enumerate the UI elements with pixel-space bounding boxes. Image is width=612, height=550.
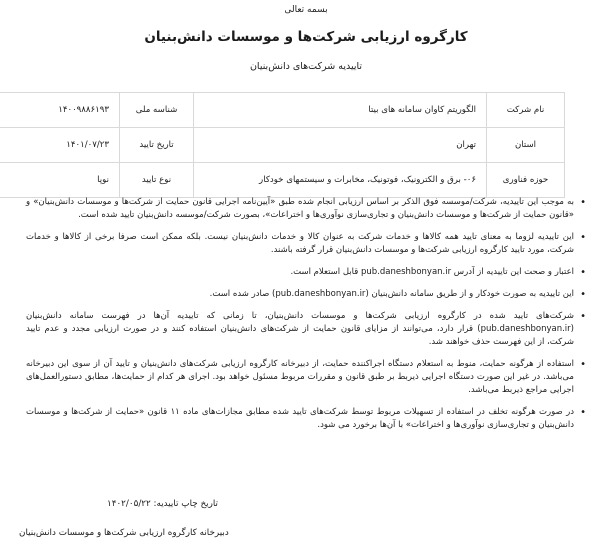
note-item: • اعتبار و صحت این تاییدیه از آدرس pub.daneshbonyan.ir قابل استعلام است.: [26, 266, 586, 279]
table-row: [0, 163, 565, 198]
approval-type-label: نوع تایید: [120, 163, 194, 198]
table-row: [0, 93, 565, 128]
secretariat-line: دبیرخانه کارگروه ارزیابی شرکت‌ها و موسسات دانش‌بنیان: [19, 528, 229, 538]
note-item: • در صورت هرگونه تخلف در استفاده از تسهیلات مربوط توسط شرکت‌های تایید شده مطابق مجازات‌های ماده ۱۱ قانون «حمایت از شرکت‌ها و موسسات دانش‌بنیان و تجاری‌سازی نوآوری‌ها و اختراعات» با آن‌ها برخورد می شود.: [26, 406, 586, 432]
national-id-label: شناسه ملی: [120, 93, 194, 128]
tech-field-label: حوزه فناوری: [487, 163, 565, 198]
note-item: • شرکت‌های تایید شده در کارگروه ارزیابی شرکت‌ها و موسسات دانش‌بنیان، تا زمانی که تاییدیه آن‌ها در فهرست سامانه دانش‌بنیان (pub.daneshbonyan.ir) قرار دارد، می‌توانند از مزایای قانون حمایت از شرکت‌های دانش‌بنیان استفاده کنند و در صورت ارزیابی مجدد و عدم تایید شرکت، از این فهرست حذف خواهند شد.: [26, 310, 586, 349]
note-item: • استفاده از هرگونه حمایت، منوط به استعلام دستگاه اجراکننده حمایت، از دبیرخانه کارگروه ارزیابی شرکت‌های دانش‌بنیان و تایید آن از سوی این دبیرخانه می‌باشد. در غیر این صورت دستگاه اجرایی ذیربط بر طبق قانون و مقررات مربوط مسئول خواهد بود. اجرای هر کدام از حمایت‌ها، مطابق دستورالعمل‌های اجرایی مراجع ذیربط می‌باشد.: [26, 358, 586, 397]
national-id-value: ۱۴۰۰۹۸۸۶۱۹۳: [0, 93, 120, 128]
province-label: استان: [487, 128, 565, 163]
company-name-value: الگوریتم کاوان سامانه های بیتا: [194, 93, 487, 128]
approval-date-value: ۱۴۰۱/۰۷/۲۳: [0, 128, 120, 163]
note-item: • به موجب این تاییدیه، شرکت/موسسه فوق الذکر بر اساس ارزیابی انجام شده طبق «آیین‌نامه اجرایی قانون حمایت از شرکت‌ها و موسسات دانش‌بنیان» و «قانون حمایت از شرکت‌ها و موسسات دانش‌بنیان و تجاری‌سازی نوآوری‌ها و اختراعات»، بصورت شرکت/موسسه دانش‌بنیان تایید شده است.: [26, 196, 586, 222]
table-row: [0, 128, 565, 163]
company-info-table: [0, 92, 565, 198]
print-date: تاریخ چاپ تاییدیه: ۱۴۰۲/۰۵/۲۲: [107, 499, 219, 509]
company-name-label: نام شرکت: [487, 93, 565, 128]
tech-field-value: ۰۶- برق و الکترونیک، فوتونیک، مخابرات و سیستمهای خودکار: [194, 163, 487, 198]
note-item: • این تاییدیه به صورت خودکار و از طریق سامانه دانش‌بنیان (pub.daneshbonyan.ir) صادر شده است.: [26, 288, 586, 301]
page-subtitle: تاییدیه شرکت‌های دانش‌بنیان: [249, 61, 363, 72]
notes-list: [26, 196, 586, 441]
province-value: تهران: [194, 128, 487, 163]
page-title: کارگروه ارزیابی شرکت‌ها و موسسات دانش‌بنیان: [144, 29, 468, 45]
approval-type-value: نوپا: [0, 163, 120, 198]
approval-date-label: تاریخ تایید: [120, 128, 194, 163]
bismillah-text: بسمه تعالی: [284, 5, 328, 15]
note-item: • این تاییدیه لزوما به معنای تایید همه کالاها و خدمات شرکت به عنوان کالا و خدمات دانش‌بنیان نیست. بلکه ممکن است صرفا برخی از کالاها و خدمات شرکت، مورد تایید کارگروه ارزیابی شرکت‌ها و موسسات دانش‌بنیان قرار گرفته باشند.: [26, 231, 586, 257]
